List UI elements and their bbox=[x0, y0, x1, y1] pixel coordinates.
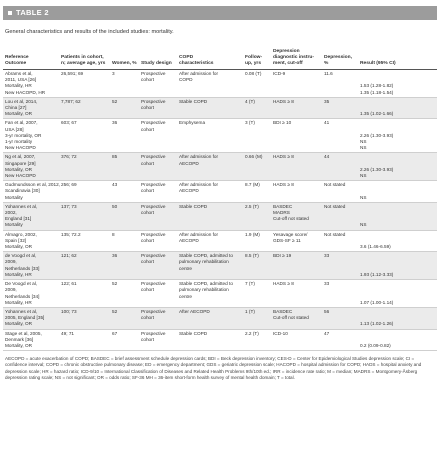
cell-design: Prospective cohort bbox=[139, 70, 177, 98]
table-row bbox=[3, 119, 437, 153]
cell-result: 2.26 (1.30-3.93) NS bbox=[358, 153, 437, 181]
cell-patients: 256; 69 bbox=[59, 181, 110, 203]
cell-patients: 376; 72 bbox=[59, 153, 110, 181]
cell-patients: 121; 62 bbox=[59, 252, 110, 280]
cell-copd: Stable COPD bbox=[177, 97, 243, 119]
cell-instrument: Yesavage score/ GDS-SF ≥ 11 bbox=[271, 230, 322, 252]
cell-copd: After admission for AECOPD bbox=[177, 230, 243, 252]
cell-design: Prospective cohort bbox=[139, 153, 177, 181]
cell-copd: Stable COPD bbox=[177, 329, 243, 351]
cell-women: 50 bbox=[110, 202, 139, 230]
cell-patients: 100; 73 bbox=[59, 307, 110, 329]
table-row bbox=[3, 202, 437, 230]
header-copd: COPD characteristics bbox=[177, 49, 243, 70]
header-followup: Follow- up, yrs bbox=[243, 49, 271, 70]
cell-instrument: BDI ≥ 19 bbox=[271, 252, 322, 280]
cell-women: 52 bbox=[110, 97, 139, 119]
table-caption: General characteristics and results of the included studies: mortality. bbox=[5, 29, 174, 35]
table-row bbox=[3, 70, 437, 98]
cell-depression: 56 bbox=[322, 307, 358, 329]
results-table bbox=[3, 49, 437, 351]
table-row bbox=[3, 97, 437, 119]
cell-copd: After admission for AECOPD bbox=[177, 181, 243, 203]
header-patients: Patients in cohort, n; average age, yrs bbox=[59, 49, 110, 70]
cell-design: Prospective cohort bbox=[139, 97, 177, 119]
cell-women: 3 bbox=[110, 70, 139, 98]
cell-instrument: BASDEC MADRS Cut-off not stated bbox=[271, 202, 322, 230]
cell-reference: Fan et al, 2007, USA [28] 3-yr mortality, OR 1-yr mortality New HACOPD bbox=[3, 119, 59, 153]
header-women: Women, % bbox=[110, 49, 139, 70]
table-row bbox=[3, 280, 437, 308]
cell-depression: 44 bbox=[322, 153, 358, 181]
cell-followup: 2.2 (T) bbox=[243, 329, 271, 351]
table-row bbox=[3, 230, 437, 252]
cell-depression: Not stated bbox=[322, 202, 358, 230]
cell-instrument: BDI ≥ 10 bbox=[271, 119, 322, 153]
cell-design: Prospective cohort bbox=[139, 181, 177, 203]
table-row bbox=[3, 329, 437, 351]
cell-design: Prospective cohort bbox=[139, 252, 177, 280]
header-row bbox=[3, 49, 437, 70]
cell-followup: 1 (T) bbox=[243, 307, 271, 329]
cell-reference: Almagro, 2002, Spain [32] Mortality, OR bbox=[3, 230, 59, 252]
cell-depression: Not stated bbox=[322, 181, 358, 203]
cell-reference: Lou et al, 2014, China [27] Mortality, OR bbox=[3, 97, 59, 119]
cell-result: 0.2 (0.09-0.82) bbox=[358, 329, 437, 351]
cell-followup: 0.66 (M) bbox=[243, 153, 271, 181]
cell-patients: 137; 73 bbox=[59, 202, 110, 230]
cell-women: 8 bbox=[110, 230, 139, 252]
table-row bbox=[3, 307, 437, 329]
cell-instrument: BASDEC Cut-off not stated bbox=[271, 307, 322, 329]
cell-copd: Stable COPD, admitted to pulmonary rehabilitation centre bbox=[177, 280, 243, 308]
cell-followup: 7 (T) bbox=[243, 280, 271, 308]
cell-patients: 26,591; 69 bbox=[59, 70, 110, 98]
header-reference: Reference Outcome bbox=[3, 49, 59, 70]
cell-copd: Emphysema bbox=[177, 119, 243, 153]
cell-design: Prospective cohort bbox=[139, 307, 177, 329]
cell-result: 1.35 (1.02-1.66) bbox=[358, 97, 437, 119]
cell-followup: 1.9 (M) bbox=[243, 230, 271, 252]
cell-depression: 35 bbox=[322, 97, 358, 119]
cell-followup: 2.5 (T) bbox=[243, 202, 271, 230]
cell-depression: 33 bbox=[322, 280, 358, 308]
table-row bbox=[3, 153, 437, 181]
cell-followup: 3 (T) bbox=[243, 119, 271, 153]
cell-instrument: HADS ≥ 8 bbox=[271, 181, 322, 203]
cell-women: 43 bbox=[110, 181, 139, 203]
cell-reference: De Voogd et al, 2009, Netherlands [34] Mortality, HR bbox=[3, 280, 59, 308]
cell-patients: 603; 67 bbox=[59, 119, 110, 153]
cell-depression: 41 bbox=[322, 119, 358, 153]
cell-women: 85 bbox=[110, 153, 139, 181]
banner-square-icon bbox=[8, 11, 12, 15]
cell-reference: de Voogd et al, 2009, Netherlands [33] Mortality, HR bbox=[3, 252, 59, 280]
cell-design: Prospective cohort bbox=[139, 119, 177, 153]
cell-patients: 49; 71 bbox=[59, 329, 110, 351]
cell-instrument: HADS ≥ 8 bbox=[271, 97, 322, 119]
header-depression: Depression, % bbox=[322, 49, 358, 70]
cell-reference: Gudmundsson et al, 2012, Scandinavia [30] Mortality bbox=[3, 181, 59, 203]
cell-instrument: ICD-10 bbox=[271, 329, 322, 351]
cell-depression: 11.6 bbox=[322, 70, 358, 98]
cell-reference: Yohannes et al, 2002, England [31] Mortality bbox=[3, 202, 59, 230]
table-banner bbox=[3, 6, 437, 20]
cell-result: NS bbox=[358, 202, 437, 230]
cell-women: 67 bbox=[110, 329, 139, 351]
cell-followup: 0.08 (T) bbox=[243, 70, 271, 98]
cell-patients: 122; 61 bbox=[59, 280, 110, 308]
cell-instrument: ICD-9 bbox=[271, 70, 322, 98]
cell-depression: 47 bbox=[322, 329, 358, 351]
header-design: Study design bbox=[139, 49, 177, 70]
cell-result: 3.6 (1.46-6.59) bbox=[358, 230, 437, 252]
cell-reference: Stage et al, 2005, Denmark [36] Mortality, OR bbox=[3, 329, 59, 351]
cell-patients: 135; 72.2 bbox=[59, 230, 110, 252]
cell-result: 2.26 (1.30-3.93) NS NS bbox=[358, 119, 437, 153]
cell-women: 52 bbox=[110, 307, 139, 329]
table-label: TABLE 2 bbox=[16, 8, 49, 17]
cell-result: NS bbox=[358, 181, 437, 203]
cell-reference: Ng et al, 2007, Singapore [29] Mortality, OR New HACOPD bbox=[3, 153, 59, 181]
cell-design: Prospective cohort bbox=[139, 329, 177, 351]
cell-women: 36 bbox=[110, 119, 139, 153]
cell-result: 1.93 (1.12-3.33) bbox=[358, 252, 437, 280]
table-row bbox=[3, 181, 437, 203]
cell-copd: Stable COPD bbox=[177, 202, 243, 230]
cell-copd: Stable COPD, admitted to pulmonary rehabilitation centre bbox=[177, 252, 243, 280]
cell-instrument: HADS ≥ 8 bbox=[271, 153, 322, 181]
header-result: Result (95% CI) bbox=[358, 49, 437, 70]
cell-copd: After admission for AECOPD bbox=[177, 153, 243, 181]
cell-followup: 8.5 (T) bbox=[243, 252, 271, 280]
cell-reference: Yohannes et al, 2005, England [35] Mortality, OR bbox=[3, 307, 59, 329]
cell-women: 36 bbox=[110, 252, 139, 280]
cell-design: Prospective cohort bbox=[139, 202, 177, 230]
cell-copd: After admission for COPD bbox=[177, 70, 243, 98]
cell-depression: Not stated bbox=[322, 230, 358, 252]
cell-design: Prospective cohort bbox=[139, 230, 177, 252]
cell-patients: 7,787; 62 bbox=[59, 97, 110, 119]
cell-women: 52 bbox=[110, 280, 139, 308]
cell-copd: After AECOPD bbox=[177, 307, 243, 329]
cell-instrument: HADS ≥ 8 bbox=[271, 280, 322, 308]
cell-result: 1.53 (1.28-1.82) 1.35 (1.18-1.54) bbox=[358, 70, 437, 98]
cell-depression: 33 bbox=[322, 252, 358, 280]
table-row bbox=[3, 252, 437, 280]
cell-reference: Abrams et al, 2011, USA [26] Mortality, HR New HACOPD, HR bbox=[3, 70, 59, 98]
cell-followup: 4 (T) bbox=[243, 97, 271, 119]
cell-design: Prospective cohort bbox=[139, 280, 177, 308]
header-instrument: Depression diagnostic instru- ment, cut-off bbox=[271, 49, 322, 70]
cell-followup: 8.7 (M) bbox=[243, 181, 271, 203]
table-footnote: AECOPD = acute exacerbation of COPD; BASDEC = brief assessment schedule depression cards; BDI = Beck depression inventory; CES-D = Center for Epidemiological Studies depression scale; CI = confidence interval; COPD = chronic obstructive pulmonary disease; ED = emergency department; GDS = geriatric depression scale; HACOPD = hospital admission for COPD; HADS = hospital anxiety and depression scale; HR = hazard ratio; ICD-9/10 = International Classification of Diseases and Related Health Problems 9th/10th ed.; IRR = incidence rate ratio; M = median; MADRS = Montgomery-Åsberg depression rating scale; NS = not significant; OR = odds ratio; SF-36 MH = 36-item short-form health survey of mental health domain; T = total. bbox=[5, 356, 422, 381]
cell-result: 1.07 (1.00-1.14) bbox=[358, 280, 437, 308]
cell-result: 1.13 (1.02-1.26) bbox=[358, 307, 437, 329]
